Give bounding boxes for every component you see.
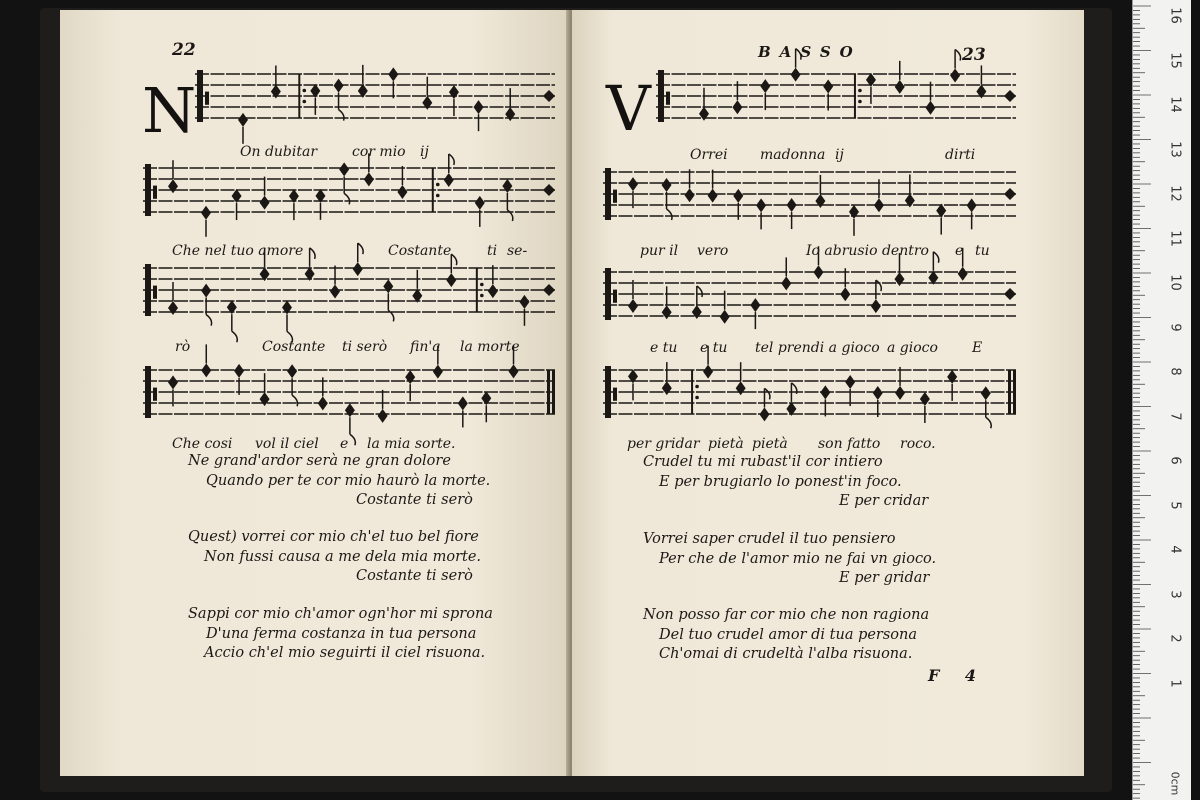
repeat-dot bbox=[695, 385, 699, 389]
note bbox=[976, 65, 986, 98]
note bbox=[422, 77, 432, 110]
left-staff-4 bbox=[143, 362, 555, 424]
ruler-cm-label: 6 bbox=[1167, 456, 1183, 465]
lyric: e tu bbox=[700, 340, 728, 356]
note bbox=[628, 280, 638, 313]
note bbox=[845, 375, 855, 406]
ruler-cm-label: 12 bbox=[1167, 185, 1183, 202]
verse-line: D'una ferma costanza in tua persona bbox=[206, 625, 477, 642]
lyric: son fatto bbox=[818, 436, 881, 452]
note bbox=[905, 174, 915, 207]
ruler-cm-label: 9 bbox=[1167, 322, 1183, 332]
repeat-dot bbox=[695, 396, 699, 400]
lyric: pietà bbox=[708, 436, 744, 452]
lyric: tu bbox=[975, 243, 990, 259]
left-stanza-2 bbox=[188, 528, 481, 587]
left-stanza-1 bbox=[188, 452, 490, 511]
note bbox=[967, 198, 977, 229]
lyric: tel prendi a gioco bbox=[755, 340, 880, 356]
note bbox=[787, 198, 797, 229]
verse-line: Del tuo crudel amor di tua persona bbox=[659, 626, 918, 643]
ruler-cm-label: 4 bbox=[1167, 545, 1183, 554]
final-bar bbox=[552, 370, 555, 414]
note bbox=[736, 362, 746, 395]
repeat-dot bbox=[480, 294, 484, 298]
note bbox=[871, 280, 881, 313]
ruler-cm-label: 16 bbox=[1167, 7, 1183, 24]
note bbox=[315, 189, 325, 220]
note bbox=[662, 286, 672, 319]
lyric: dirti bbox=[945, 147, 976, 163]
note bbox=[378, 390, 388, 423]
repeat-dot bbox=[303, 89, 307, 93]
note bbox=[334, 79, 344, 121]
right-page-number: 23 bbox=[962, 45, 986, 65]
lyric: cor mio bbox=[352, 144, 406, 160]
clef-mark bbox=[613, 290, 617, 303]
note bbox=[405, 370, 415, 401]
lyric: pietà bbox=[752, 436, 788, 452]
verse-line: Accio ch'el mio seguirti il ciel risuona. bbox=[204, 645, 486, 661]
left-staff-2 bbox=[143, 160, 555, 222]
note bbox=[287, 364, 297, 406]
lyric: Io abrusio dentro bbox=[806, 243, 929, 259]
note bbox=[895, 367, 905, 400]
note bbox=[397, 166, 407, 199]
note bbox=[750, 298, 760, 329]
lyric: rò bbox=[175, 339, 191, 355]
note bbox=[232, 189, 242, 220]
lyric: fin'a bbox=[410, 339, 441, 355]
note bbox=[732, 81, 742, 114]
note bbox=[481, 391, 491, 422]
repeat-dot bbox=[436, 183, 440, 187]
note bbox=[692, 286, 702, 319]
ruler-cm-label: 2 bbox=[1167, 634, 1183, 643]
note bbox=[458, 396, 468, 427]
note bbox=[926, 82, 936, 115]
note bbox=[720, 291, 730, 324]
lyric: Che cosi bbox=[172, 436, 233, 452]
verse-line: Ch'omai di crudeltà l'alba risuona. bbox=[659, 646, 913, 662]
note bbox=[920, 392, 930, 423]
custos-mark bbox=[1004, 188, 1016, 200]
verse-refrain: E per gridar bbox=[839, 570, 930, 586]
note bbox=[759, 388, 769, 421]
repeat-dot bbox=[858, 89, 862, 93]
verse-line: Quest) vorrei cor mio ch'el tuo bel fiore bbox=[188, 529, 479, 545]
verse-line: Sappi cor mio ch'amor ogn'hor mi sprona bbox=[188, 606, 493, 622]
note bbox=[488, 265, 498, 298]
clef-mark bbox=[153, 186, 157, 199]
note bbox=[260, 177, 270, 210]
note bbox=[168, 160, 178, 193]
note bbox=[874, 179, 884, 212]
left-initial-letter: N bbox=[142, 74, 197, 147]
note bbox=[947, 370, 957, 401]
lyric: se- bbox=[507, 243, 528, 259]
note bbox=[168, 282, 178, 315]
right-initial-letter: V bbox=[606, 72, 651, 145]
verse-line: Per che de l'amor mio ne fai vn gioco. bbox=[659, 550, 937, 567]
lyric: ij bbox=[420, 144, 429, 160]
repeat-dot bbox=[480, 283, 484, 287]
ruler-cm-label: 15 bbox=[1167, 51, 1183, 69]
ruler-cm-label: 8 bbox=[1167, 367, 1183, 376]
note bbox=[760, 79, 770, 110]
lyric: e bbox=[955, 243, 964, 259]
note bbox=[519, 295, 529, 326]
left-page-number: 22 bbox=[172, 40, 196, 60]
custos-mark bbox=[543, 90, 555, 102]
note bbox=[318, 377, 328, 410]
ruler-cm-label: 11 bbox=[1167, 229, 1183, 247]
verse-line: Crudel tu mi rubast'il cor intiero bbox=[643, 454, 883, 470]
note bbox=[388, 67, 398, 98]
lyric: E bbox=[972, 340, 983, 356]
note bbox=[310, 84, 320, 115]
right-stanza-2 bbox=[643, 530, 936, 589]
verse-line: Quando per te cor mio haurò la morte. bbox=[206, 472, 491, 489]
custos-mark bbox=[543, 284, 555, 296]
lyric: Che nel tuo amore bbox=[172, 243, 304, 259]
note bbox=[449, 85, 459, 116]
repeat-dot bbox=[436, 194, 440, 198]
note bbox=[823, 80, 833, 111]
lyric: vol il ciel bbox=[255, 436, 319, 452]
note bbox=[662, 178, 672, 220]
lyric: per gridar bbox=[627, 436, 700, 452]
note bbox=[330, 266, 340, 299]
note bbox=[234, 364, 244, 395]
note bbox=[260, 373, 270, 406]
lyric: pur il bbox=[640, 243, 679, 259]
verse-line: Vorrei saper crudel il tuo pensiero bbox=[643, 531, 896, 547]
lyric: a gioco bbox=[887, 340, 938, 356]
ruler-cm-label: 13 bbox=[1167, 140, 1183, 158]
clef-mark bbox=[205, 92, 209, 105]
note bbox=[505, 88, 515, 121]
right-staff-4 bbox=[603, 362, 1016, 424]
clef-mark bbox=[613, 388, 617, 401]
verse-refrain: E per cridar bbox=[839, 493, 929, 509]
note bbox=[981, 386, 991, 428]
lyric: ti serò bbox=[342, 339, 388, 355]
note bbox=[699, 88, 709, 121]
note bbox=[474, 100, 484, 131]
lyric: e bbox=[340, 436, 349, 452]
custos-mark bbox=[1004, 90, 1016, 102]
ruler-cm-label: 3 bbox=[1167, 589, 1183, 599]
lyric: ti bbox=[487, 243, 498, 259]
ruler-cm-label: 1 bbox=[1167, 678, 1183, 688]
clef-mark bbox=[605, 366, 611, 418]
verse-line: Ne grand'ardor serà ne gran dolore bbox=[188, 453, 451, 469]
verse-line: Non posso far cor mio che non ragiona bbox=[643, 607, 930, 623]
note bbox=[502, 179, 512, 221]
verse-line: Non fussi causa a me dela mia morte. bbox=[204, 548, 482, 565]
note bbox=[866, 73, 876, 104]
ruler-cm-label: 10 bbox=[1167, 274, 1183, 291]
left-stanza-3 bbox=[188, 605, 493, 664]
clef-mark bbox=[197, 70, 203, 122]
lyric: Orrei bbox=[690, 147, 728, 163]
note bbox=[446, 254, 456, 287]
note bbox=[412, 270, 422, 303]
custos-mark bbox=[1004, 288, 1016, 300]
verse-line: E per brugiarlo lo ponest'in foco. bbox=[659, 473, 902, 490]
lyric: la mia sorte. bbox=[367, 436, 456, 452]
final-bar bbox=[1008, 370, 1011, 414]
clef-mark bbox=[145, 264, 151, 316]
repeat-dot bbox=[858, 100, 862, 104]
clef-mark bbox=[145, 164, 151, 216]
clef-mark bbox=[613, 190, 617, 203]
repeat-dot bbox=[303, 100, 307, 104]
right-stanza-3 bbox=[643, 606, 929, 665]
right-stanza-1 bbox=[643, 453, 928, 512]
note bbox=[840, 268, 850, 301]
clef-mark bbox=[153, 286, 157, 299]
final-bar bbox=[1013, 370, 1016, 414]
note bbox=[685, 169, 695, 202]
note bbox=[820, 385, 830, 416]
verse-refrain: Costante ti serò bbox=[356, 492, 473, 508]
clef-mark bbox=[153, 388, 157, 401]
voice-part-header: BASSO bbox=[758, 43, 862, 61]
note bbox=[358, 65, 368, 98]
measurement-ruler bbox=[1132, 0, 1191, 800]
right-staff-1 bbox=[656, 66, 1016, 128]
ruler-cm-label: 7 bbox=[1167, 411, 1183, 421]
note bbox=[708, 170, 718, 203]
left-staff-1 bbox=[195, 66, 555, 128]
custos-mark bbox=[543, 184, 555, 196]
lyric: ij bbox=[835, 147, 844, 163]
note bbox=[786, 383, 796, 416]
lyric: Costante bbox=[388, 243, 452, 259]
note bbox=[271, 66, 281, 99]
note bbox=[201, 284, 211, 326]
left-staff-3 bbox=[143, 260, 555, 322]
note bbox=[289, 189, 299, 220]
lyric: madonna bbox=[760, 147, 826, 163]
lyric: e tu bbox=[650, 340, 678, 356]
note bbox=[895, 61, 905, 94]
ruler-cm-label: 5 bbox=[1167, 500, 1183, 510]
note bbox=[339, 162, 349, 204]
ruler-unit-label: 0cm bbox=[1168, 771, 1182, 796]
gathering-signature: F 4 bbox=[928, 666, 987, 685]
note bbox=[168, 375, 178, 406]
clef-mark bbox=[666, 92, 670, 105]
note bbox=[756, 198, 766, 229]
note bbox=[662, 362, 672, 395]
right-staff-2 bbox=[603, 164, 1016, 226]
final-bar bbox=[547, 370, 550, 414]
clef-mark bbox=[658, 70, 664, 122]
lyric: vero bbox=[697, 243, 729, 259]
note bbox=[628, 369, 638, 400]
clef-mark bbox=[605, 268, 611, 320]
ruler-cm-label: 14 bbox=[1167, 96, 1183, 113]
lyric: roco. bbox=[900, 436, 936, 452]
lyric: la morte bbox=[460, 339, 520, 355]
clef-mark bbox=[605, 168, 611, 220]
note bbox=[815, 175, 825, 208]
clef-mark bbox=[145, 366, 151, 418]
lyric: Costante bbox=[262, 339, 326, 355]
verse-refrain: Costante ti serò bbox=[356, 568, 473, 584]
note bbox=[628, 177, 638, 208]
right-staff-3 bbox=[603, 264, 1016, 326]
note bbox=[873, 386, 883, 417]
lyric: On dubitar bbox=[240, 144, 318, 160]
